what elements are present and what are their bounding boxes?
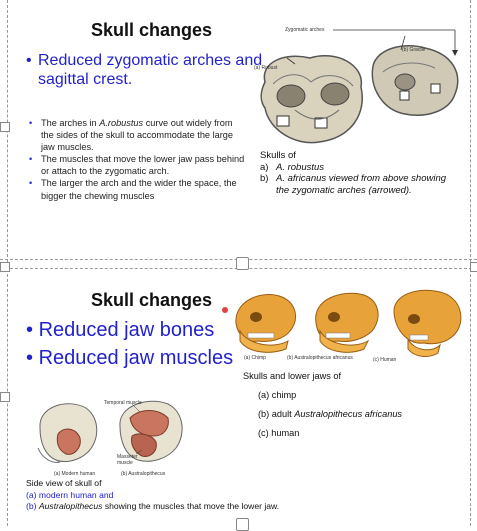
resize-handle[interactable] <box>470 262 477 272</box>
label-gracile: (b) Gracile <box>402 47 426 53</box>
label-australopithecus-africanus: (b) Australopithecus africanus <box>287 355 353 361</box>
resize-handle[interactable] <box>0 262 10 272</box>
label-robust: (a) Robust <box>254 65 278 71</box>
resize-handle[interactable] <box>0 392 10 402</box>
list-item: • The muscles that move the lower jaw pass behind or attach to the zygomatic arch. <box>29 154 245 177</box>
resize-handle[interactable] <box>236 257 249 270</box>
resize-handle[interactable] <box>236 518 249 531</box>
label-human: (c) Human <box>373 357 397 363</box>
label-modern-human: (a) Modern human <box>54 471 96 477</box>
label-temporal-muscle: Temporal muscle <box>104 400 142 406</box>
slide-title: Skull changes <box>91 20 213 40</box>
list-item: • The arches in A.robustus curve out widely from the sides of the skull to accommodate the large jaw muscles. <box>29 118 234 153</box>
main-bullet-text: Reduced zygomatic arches and sagittal crest. <box>38 52 263 88</box>
jaw-muscles-bullet: • Reduced jaw muscles <box>26 347 234 369</box>
detail-bullet-list <box>29 117 247 202</box>
label-chimp: (a) Chimp <box>244 355 266 361</box>
slide-title: Skull changes <box>91 290 213 310</box>
bullet-dot: • <box>26 52 32 69</box>
skulls-top-view-figure <box>255 22 470 150</box>
skulls-side-view-figure <box>218 283 470 363</box>
list-item: • The larger the arch and the wider the space, the bigger the chewing muscles <box>29 178 237 201</box>
main-bullet <box>26 51 263 89</box>
figure-caption: Skulls of a) A. robustus b) A. africanus viewed from above showing the zygomatic arches (arrowed). <box>260 150 447 196</box>
pointer-dot <box>222 307 228 313</box>
muscle-caption: Side view of skull of (a) modern human and (b) Australopithecus showing the muscles that move the lower jaw. <box>26 478 280 511</box>
jaw-bones-bullet: • Reduced jaw bones <box>26 319 215 341</box>
label-zygomatic-arches: Zygomatic arches <box>285 27 325 33</box>
skulls-caption: Skulls and lower jaws of (a) chimp (b) adult Australopithecus africanus (c) human <box>243 371 403 438</box>
resize-handle[interactable] <box>0 122 10 132</box>
label-masseter-muscle: Masseter muscle <box>117 454 138 466</box>
label-australopithecus: (b) Australopithecus <box>121 471 166 477</box>
